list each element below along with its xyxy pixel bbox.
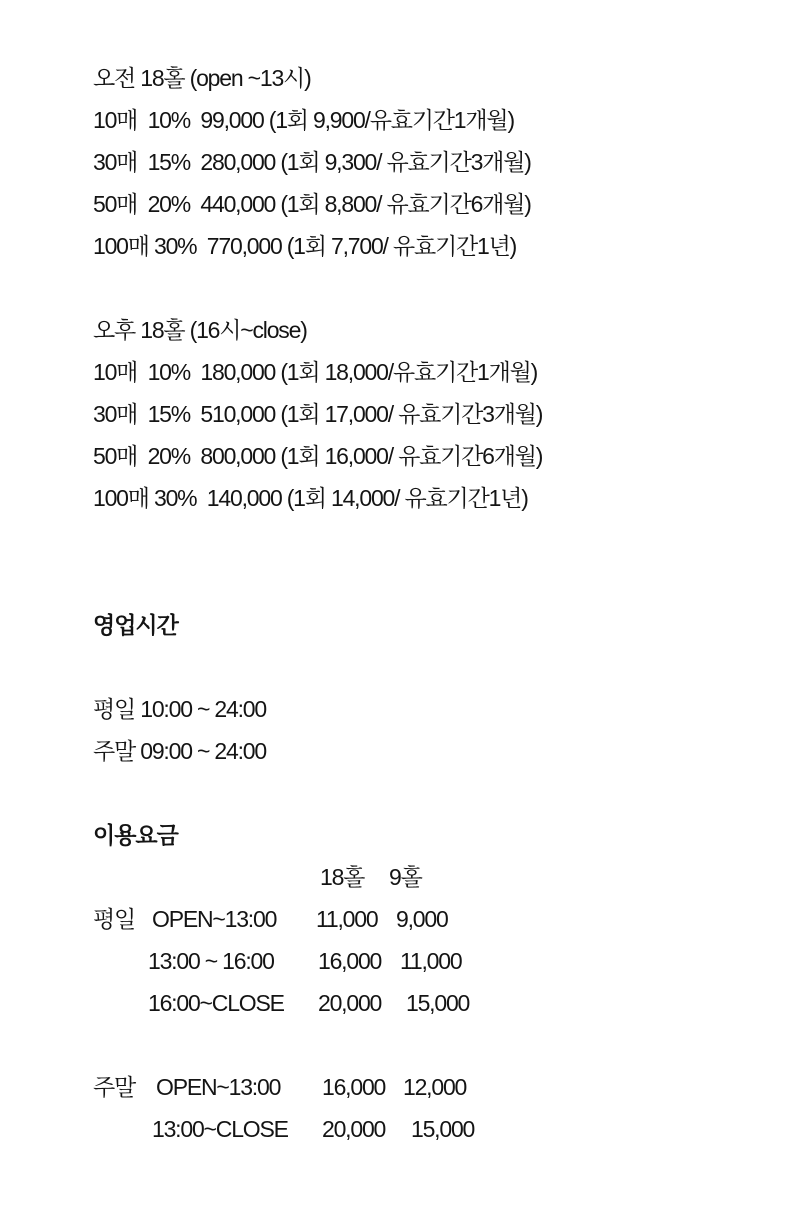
- morning-line-100: 100매 30% 770,000 (1회 7,700/ 유효기간1년): [93, 233, 517, 259]
- morning-line-30: 30매 15% 280,000 (1회 9,300/ 유효기간3개월): [93, 149, 531, 175]
- afternoon-line-50: 50매 20% 800,000 (1회 16,000/ 유효기간6개월): [93, 443, 543, 469]
- fees-row-9: 15,000: [411, 1116, 475, 1142]
- fees-weekday-label: 평일: [93, 906, 136, 932]
- fees-row-time: 16:00~CLOSE: [148, 990, 284, 1016]
- fees-row-18: 16,000: [318, 948, 382, 974]
- fees-row-time: 13:00 ~ 16:00: [148, 948, 274, 974]
- fees-row-9: 12,000: [403, 1074, 467, 1100]
- fees-row-9: 9,000: [396, 906, 448, 932]
- fees-heading: 이용요금: [93, 822, 178, 848]
- fees-row-time: OPEN~13:00: [156, 1074, 281, 1100]
- fees-row-time: OPEN~13:00: [152, 906, 277, 932]
- fees-row-18: 20,000: [322, 1116, 386, 1142]
- fees-row-18: 11,000: [316, 906, 378, 932]
- fees-header-9: 9홀: [389, 864, 422, 890]
- afternoon-title: 오후 18홀 (16시~close): [93, 317, 307, 343]
- fees-weekend-label: 주말: [93, 1074, 136, 1100]
- fees-row-18: 16,000: [322, 1074, 386, 1100]
- afternoon-line-30: 30매 15% 510,000 (1회 17,000/ 유효기간3개월): [93, 401, 543, 427]
- fees-row-time: 13:00~CLOSE: [152, 1116, 288, 1142]
- afternoon-line-10: 10매 10% 180,000 (1회 18,000/유효기간1개월): [93, 359, 538, 385]
- morning-line-50: 50매 20% 440,000 (1회 8,800/ 유효기간6개월): [93, 191, 531, 217]
- fees-row-9: 15,000: [406, 990, 470, 1016]
- hours-weekday: 평일 10:00 ~ 24:00: [93, 696, 266, 722]
- afternoon-line-100: 100매 30% 140,000 (1회 14,000/ 유효기간1년): [93, 485, 528, 511]
- morning-line-10: 10매 10% 99,000 (1회 9,900/유효기간1개월): [93, 107, 514, 133]
- fees-row-9: 11,000: [400, 948, 462, 974]
- hours-heading: 영업시간: [93, 612, 178, 638]
- fees-row-18: 20,000: [318, 990, 382, 1016]
- fees-header-18: 18홀: [320, 864, 365, 890]
- hours-weekend: 주말 09:00 ~ 24:00: [93, 738, 266, 764]
- morning-title: 오전 18홀 (open ~13시): [93, 65, 311, 91]
